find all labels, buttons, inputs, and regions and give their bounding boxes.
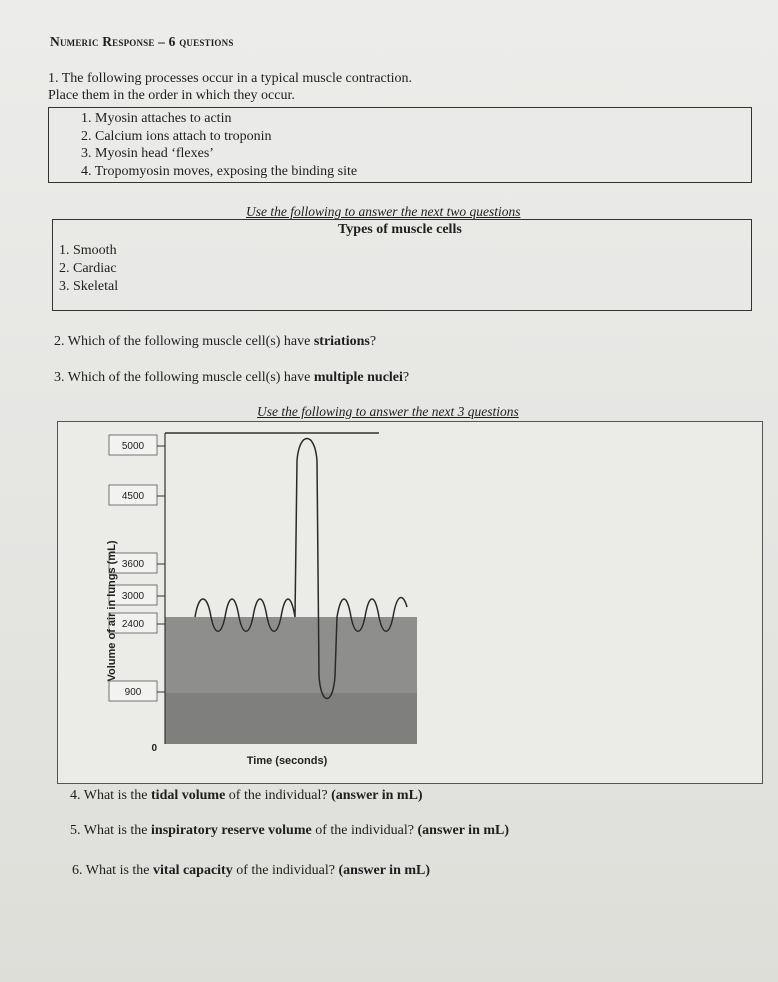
process-item: 4. Tropomyosin moves, exposing the binding site [81, 163, 358, 179]
muscle-types-list [59, 242, 118, 296]
muscle-types-title: Types of muscle cells [338, 222, 462, 237]
question-1-stem [48, 70, 412, 104]
question-4-prefix: 4. What is the [70, 788, 152, 803]
y-tick-label: 3000 [121, 591, 145, 602]
question-4-keyword: tidal volume [151, 788, 226, 803]
muscle-type-item: 2. Cardiac [59, 261, 117, 276]
y-tick-label: 2400 [121, 619, 145, 630]
muscle-type-item: 3. Skeletal [59, 279, 119, 294]
question-5-prefix: 5. What is the [70, 823, 152, 838]
muscle-type-item: 1. Smooth [59, 243, 117, 258]
question-4-suffix: of the individual? [225, 788, 332, 803]
instruction-note-1: Use the following to answer the next two questions [246, 204, 521, 219]
question-3-keyword: multiple nuclei [313, 370, 403, 385]
y-tick-label: 900 [124, 687, 142, 698]
x-axis-label: Time (seconds) [246, 755, 328, 767]
question-6-answer-note: (answer in mL) [338, 863, 431, 878]
y-tick-label: 4500 [121, 491, 145, 502]
question-5 [70, 823, 509, 839]
y-axis-label: Volume of air in lungs (mL) [106, 540, 118, 682]
question-2-prefix: 2. Which of the following muscle cell(s) have [54, 334, 314, 349]
process-item: 1. Myosin attaches to actin [81, 111, 232, 126]
process-list [81, 110, 357, 180]
question-3-prefix: 3. Which of the following muscle cell(s) have [54, 370, 314, 385]
question-6-prefix: 6. What is the [72, 863, 154, 878]
question-5-suffix: of the individual? [311, 823, 418, 838]
question-4-answer-note: (answer in mL) [331, 788, 423, 803]
y-tick-zero: 0 [151, 743, 157, 754]
question-5-keyword: inspiratory reserve volume [151, 823, 312, 838]
page-heading: Numeric Response – 6 questions [50, 34, 234, 49]
instruction-note-2: Use the following to answer the next 3 questions [257, 404, 519, 419]
question-3 [54, 370, 409, 386]
question-1-line-1: 1. The following processes occur in a typical muscle contraction. [48, 71, 413, 86]
question-2 [54, 334, 376, 350]
question-1-line-2: Place them in the order in which they occur. [48, 88, 295, 103]
chart-residual-region [165, 693, 417, 744]
process-item: 3. Myosin head ‘flexes’ [81, 146, 214, 161]
process-list-box [48, 107, 752, 183]
question-5-answer-note: (answer in mL) [417, 823, 510, 838]
question-2-suffix: ? [369, 334, 377, 349]
question-6-keyword: vital capacity [153, 863, 233, 878]
question-6 [72, 863, 430, 879]
question-3-suffix: ? [402, 370, 410, 385]
muscle-types-box [52, 219, 752, 311]
question-2-keyword: striations [313, 334, 370, 349]
y-tick-label: 5000 [121, 441, 145, 452]
process-item: 2. Calcium ions attach to troponin [81, 128, 272, 144]
spirogram-chart [57, 421, 763, 784]
y-tick-label: 3600 [121, 559, 145, 570]
question-6-suffix: of the individual? [232, 863, 339, 878]
question-4 [70, 788, 423, 804]
